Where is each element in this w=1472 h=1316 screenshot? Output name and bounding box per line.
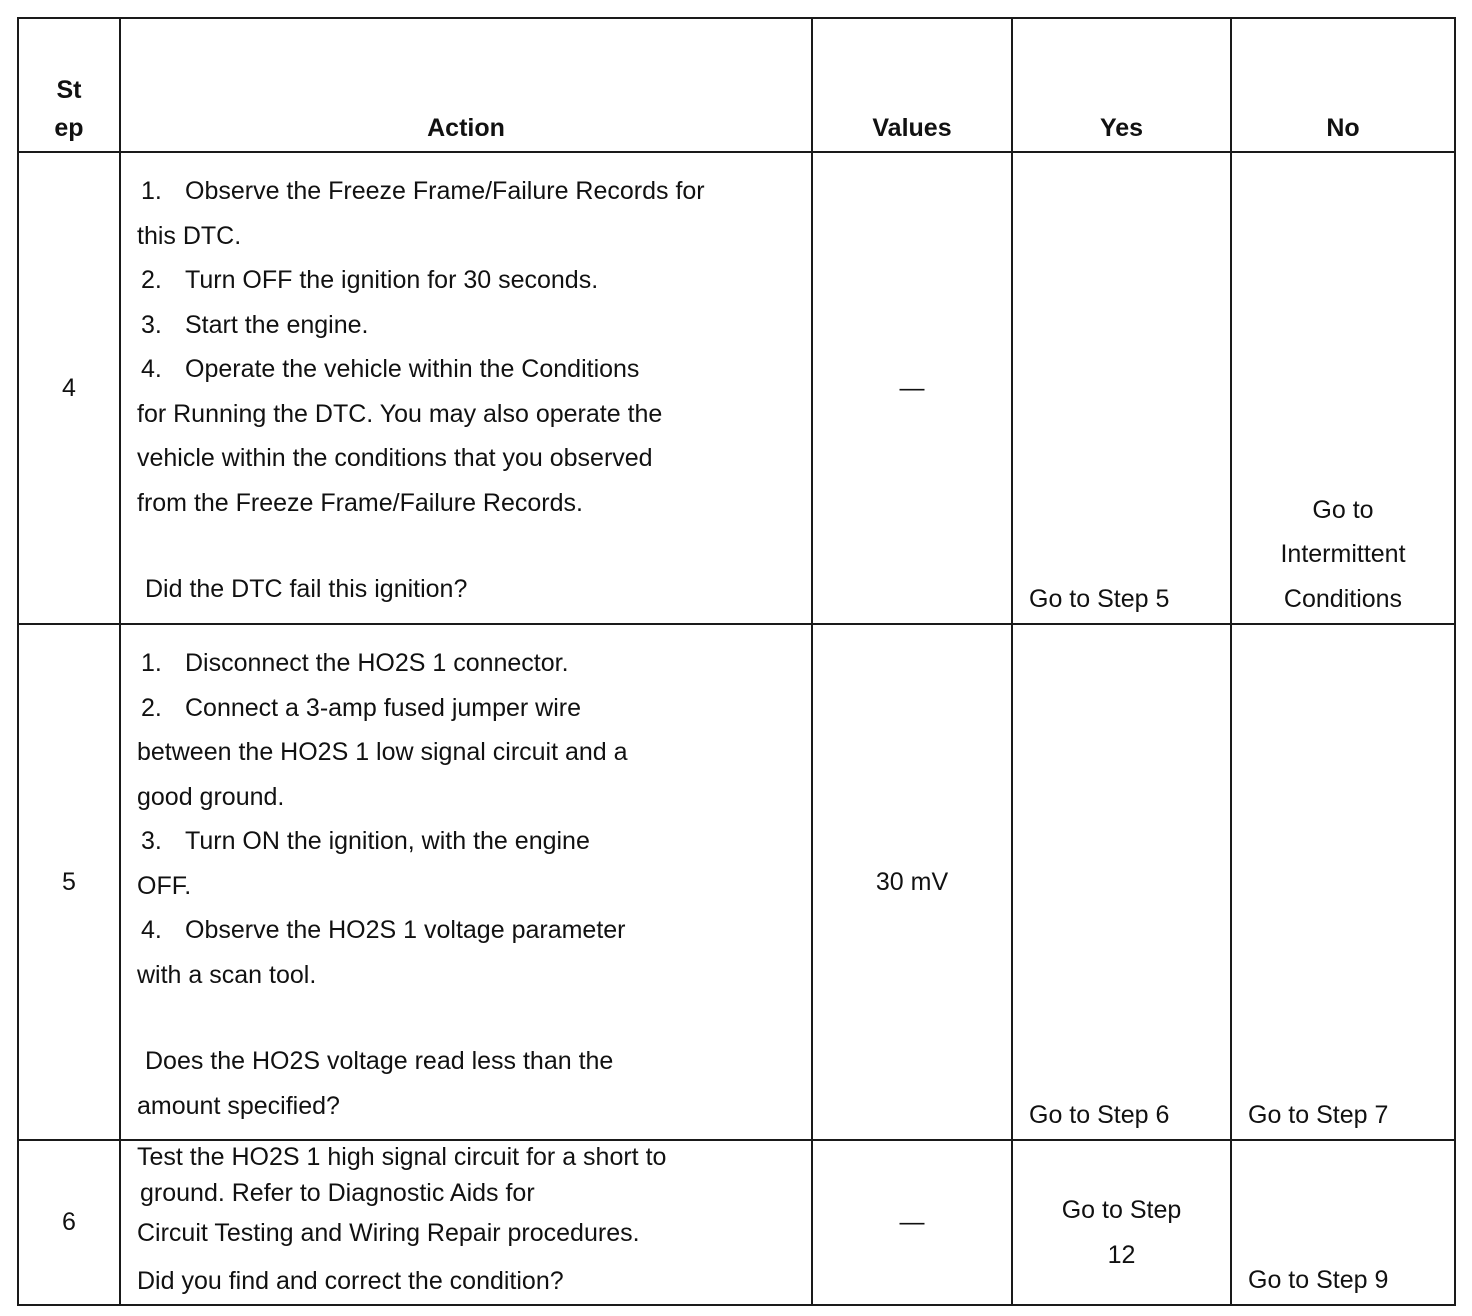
header-no: No (1231, 18, 1455, 152)
no-cell (1231, 1140, 1455, 1305)
action-line (137, 169, 791, 214)
action-text: OFF. (137, 871, 192, 900)
action-num: 1. (141, 649, 162, 677)
action-line (137, 908, 791, 953)
action-line (137, 730, 791, 775)
action-text: Turn OFF the ignition for 30 seconds. (185, 266, 599, 294)
action-text: between the HO2S 1 low signal circuit and a (137, 738, 628, 766)
action-text: this DTC. (137, 221, 242, 250)
header-row (18, 18, 1455, 152)
action-cell (120, 1140, 812, 1305)
table-row (18, 624, 1455, 1140)
action-text: from the Freeze Frame/Failure Records. (137, 488, 583, 517)
action-text: Did you find and correct the condition? (137, 1267, 564, 1295)
no-cell (1231, 624, 1455, 1140)
value-cell: — (812, 152, 1012, 624)
action-text: for Running the DTC. You may also operate the (137, 399, 663, 428)
value-cell: 30 mV (812, 624, 1012, 1140)
action-text: vehicle within the conditions that you observed (137, 444, 653, 472)
table-row (18, 1140, 1455, 1305)
action-text: Observe the HO2S 1 voltage parameter (185, 916, 626, 944)
action-text: Observe the Freeze Frame/Failure Records for (185, 177, 705, 205)
action-num: 2. (141, 693, 162, 722)
action-text: good ground. (137, 782, 285, 811)
action-text: ground. Refer to Diagnostic Aids for (140, 1179, 535, 1207)
yes-text: Go to Step (1061, 1196, 1182, 1224)
action-line (137, 686, 791, 731)
action-num: 3. (141, 827, 162, 855)
header-step-bottom: ep (54, 114, 84, 142)
action-line (137, 347, 791, 392)
table-row (18, 152, 1455, 624)
action-line (137, 953, 791, 998)
header-yes: Yes (1012, 18, 1231, 152)
header-step-top: St (56, 76, 82, 104)
action-text: Test the HO2S 1 high signal circuit for a short to (137, 1143, 667, 1171)
action-text: Operate the vehicle within the Conditions (185, 355, 640, 383)
value-cell: — (812, 1140, 1012, 1305)
action-question: amount specified? (137, 1091, 340, 1120)
action-num: 4. (141, 355, 162, 383)
no-text: Go to Step 9 (1248, 1265, 1389, 1294)
yes-text: 12 (1107, 1240, 1136, 1269)
diagnostic-table (17, 17, 1456, 1306)
step-number: 5 (18, 624, 120, 1140)
action-line (137, 641, 791, 686)
yes-text: Go to Step 6 (1029, 1100, 1170, 1129)
action-text: with a scan tool. (137, 960, 317, 989)
yes-cell (1012, 152, 1231, 624)
no-text: Intermittent (1280, 540, 1406, 568)
yes-text: Go to Step 5 (1029, 584, 1170, 613)
yes-cell (1012, 1140, 1231, 1305)
action-cell (120, 152, 812, 624)
action-num: 2. (141, 266, 162, 294)
action-cell (120, 624, 812, 1140)
header-values: Values (812, 18, 1012, 152)
action-line (137, 392, 791, 437)
action-question: Does the HO2S voltage read less than the (145, 1047, 614, 1075)
no-cell (1231, 152, 1455, 624)
action-num: 3. (141, 310, 162, 339)
step-number: 4 (18, 152, 120, 624)
action-text: Disconnect the HO2S 1 connector. (185, 649, 569, 677)
action-line (137, 303, 791, 348)
action-num: 4. (141, 916, 162, 944)
no-text: Go to Step 7 (1248, 1100, 1389, 1129)
action-text: Circuit Testing and Wiring Repair procedures. (137, 1219, 640, 1247)
action-line (137, 258, 791, 303)
action-question: Did the DTC fail this ignition? (145, 575, 468, 603)
action-num: 1. (141, 177, 162, 205)
no-text: Go to (1312, 495, 1374, 524)
step-number: 6 (18, 1140, 120, 1305)
header-step (18, 18, 120, 152)
action-line (137, 436, 791, 481)
action-text: Start the engine. (185, 310, 369, 339)
action-line (137, 481, 791, 526)
action-line (137, 819, 791, 864)
action-line (137, 214, 791, 259)
action-text: Connect a 3-amp fused jumper wire (185, 693, 582, 722)
no-text: Conditions (1283, 584, 1403, 613)
action-line (137, 775, 791, 820)
header-action: Action (120, 18, 812, 152)
yes-cell (1012, 624, 1231, 1140)
action-line (137, 864, 791, 909)
action-text: Turn ON the ignition, with the engine (185, 827, 590, 855)
